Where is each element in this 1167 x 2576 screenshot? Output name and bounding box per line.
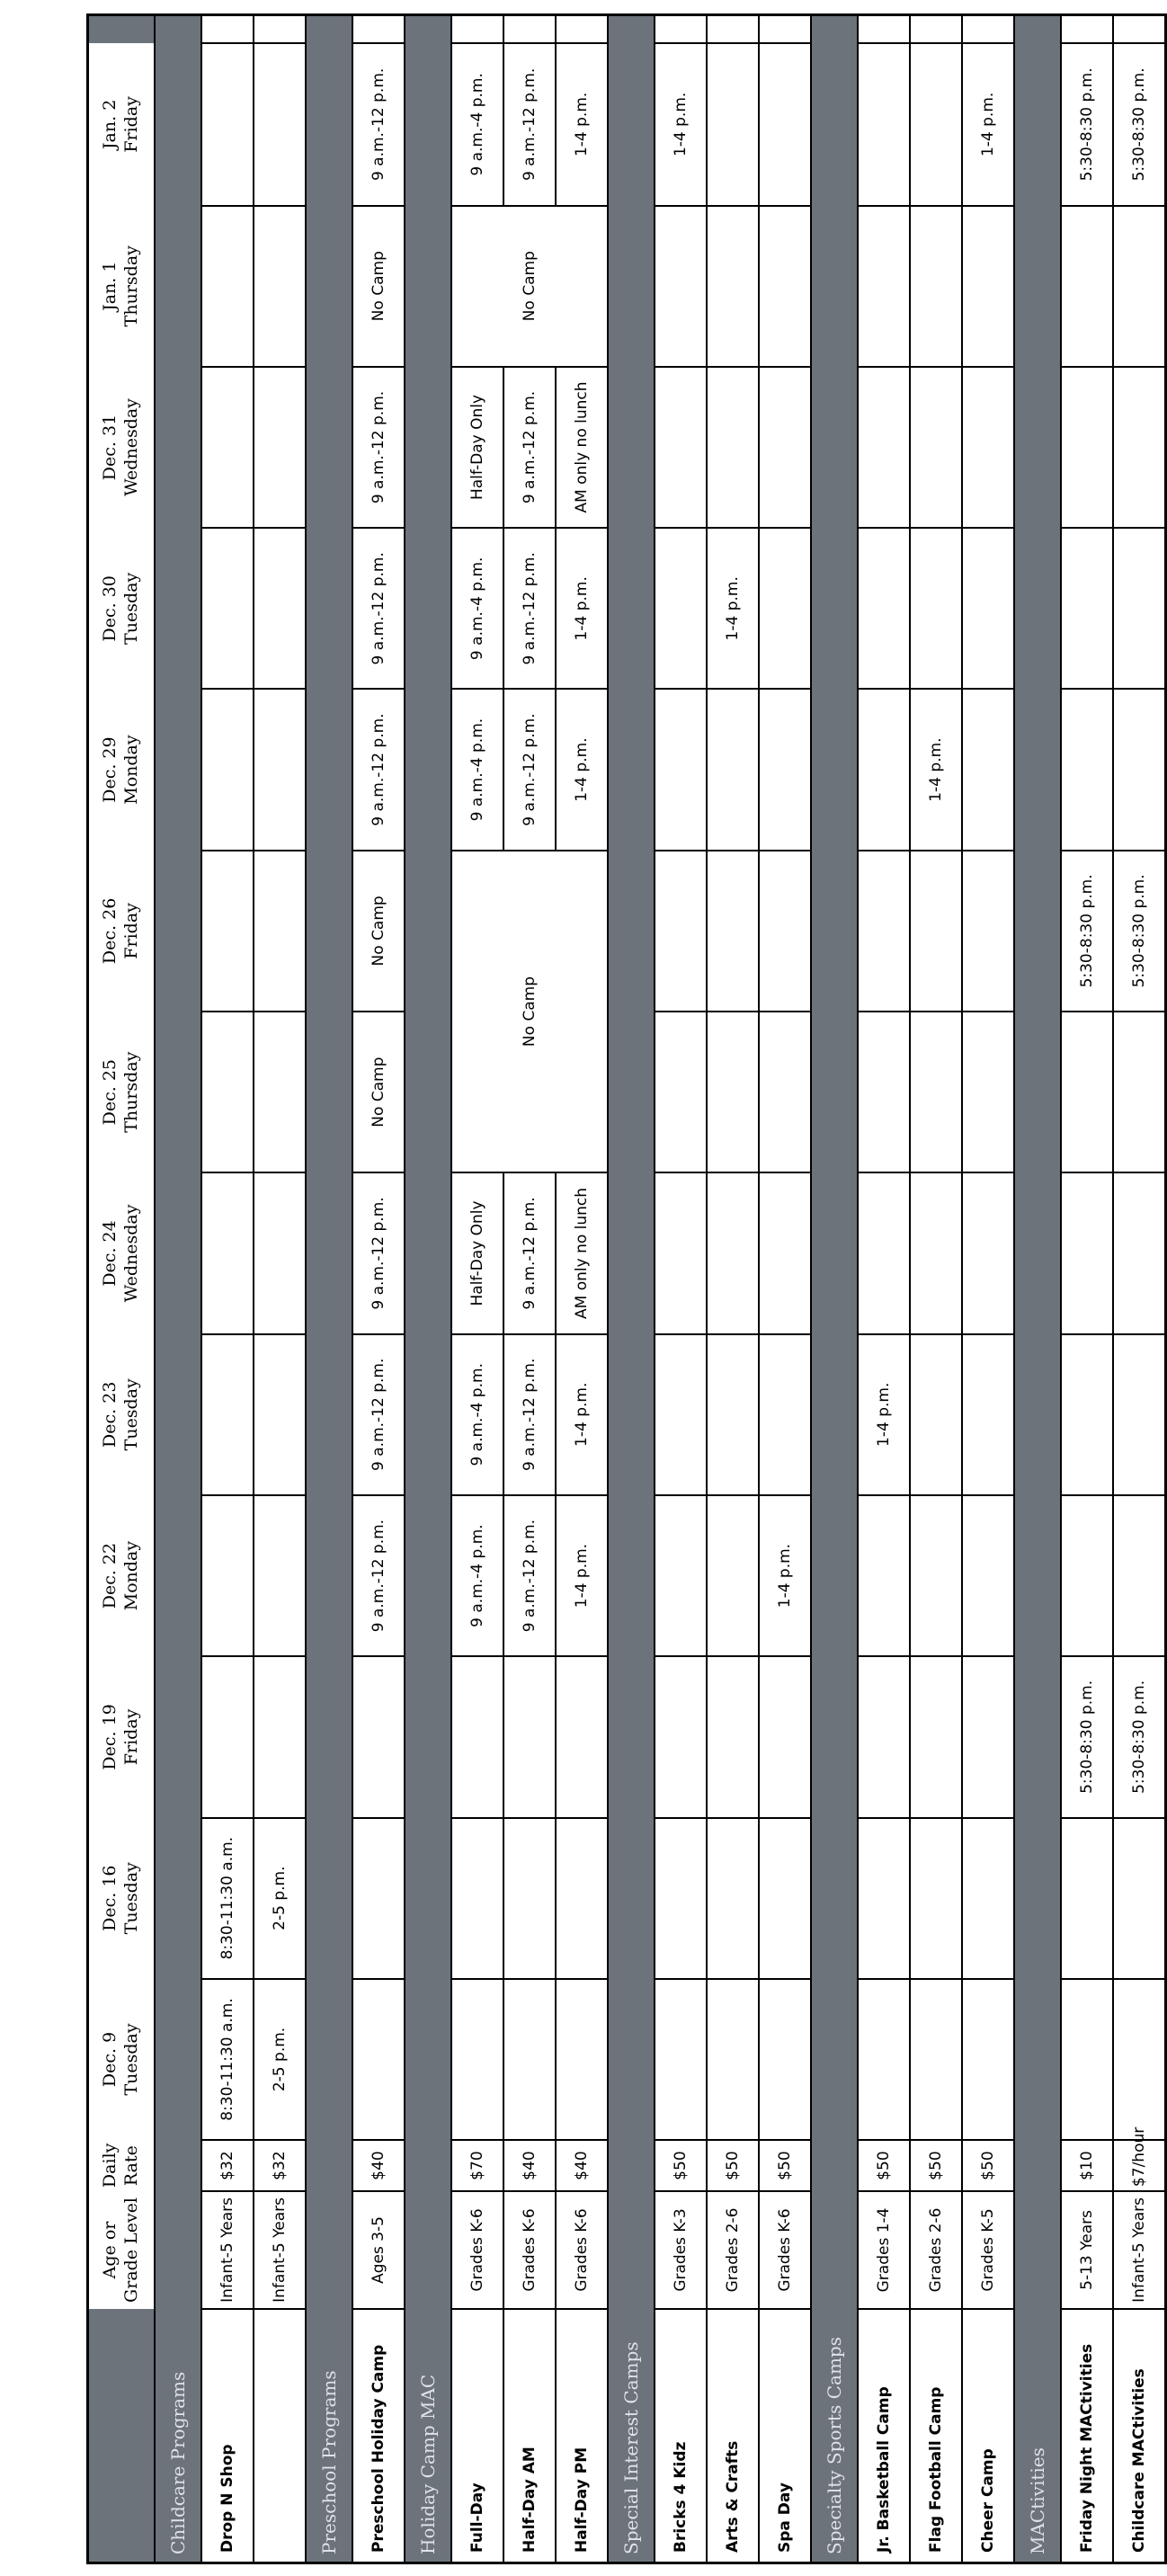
schedule-cell [655, 1172, 707, 1333]
section-header-row [405, 15, 451, 2563]
schedule-cell: 9 a.m.-12 p.m. [352, 367, 405, 528]
program-name: Arts & Crafts [707, 2309, 759, 2563]
schedule-cell [910, 1012, 962, 1172]
program-name: Jr. Basketball Camp [858, 2309, 910, 2563]
schedule-cell [655, 1979, 707, 2140]
schedule-cell [759, 367, 811, 528]
schedule-cell: 9 a.m.-12 p.m. [352, 1334, 405, 1495]
header-date: Dec. 16 Tuesday [88, 1818, 156, 1979]
schedule-cell [858, 1012, 910, 1172]
daily-rate-cell: $70 [451, 2140, 503, 2191]
schedule-cell [759, 1818, 811, 1979]
header-date: Jan. 2 Friday [88, 43, 156, 205]
schedule-cell [910, 367, 962, 528]
schedule-cell [556, 1979, 608, 2140]
spacer-cell [451, 15, 503, 44]
section-title: MACtivities [1014, 2309, 1061, 2563]
schedule-cell [1061, 1334, 1113, 1495]
schedule-cell [201, 1495, 254, 1656]
header-row [88, 15, 156, 2563]
schedule-cell [858, 367, 910, 528]
schedule-cell [858, 689, 910, 850]
schedule-cell [254, 367, 306, 528]
schedule-cell [201, 528, 254, 689]
spacer-cell [707, 15, 759, 44]
age-level-cell: Grades 1-4 [858, 2191, 910, 2309]
schedule-cell [962, 1818, 1014, 1979]
schedule-cell: 9 a.m.-4 p.m. [451, 689, 503, 850]
schedule-cell: 2-5 p.m. [254, 1979, 306, 2140]
schedule-cell: 9 a.m.-4 p.m. [451, 1495, 503, 1656]
daily-rate-cell: $50 [759, 2140, 811, 2191]
schedule-cell [1061, 689, 1113, 850]
schedule-cell [254, 206, 306, 367]
schedule-cell: 1-4 p.m. [759, 1495, 811, 1656]
table-row [352, 15, 405, 2563]
schedule-cell [759, 851, 811, 1012]
age-level-cell: Grades K-6 [759, 2191, 811, 2309]
daily-rate-cell: $40 [503, 2140, 556, 2191]
schedule-cell: 9 a.m.-12 p.m. [352, 1172, 405, 1333]
spacer-cell [910, 15, 962, 44]
schedule-cell [254, 1334, 306, 1495]
table-row [1113, 15, 1166, 2563]
schedule-cell [201, 689, 254, 850]
schedule-cell: 9 a.m.-4 p.m. [451, 43, 503, 205]
schedule-cell [1113, 206, 1166, 367]
schedule-cell [910, 1334, 962, 1495]
program-name: Flag Football Camp [910, 2309, 962, 2563]
section-header-row [811, 15, 858, 2563]
age-level-cell: Ages 3-5 [352, 2191, 405, 2309]
section-header-row [1014, 15, 1061, 2563]
schedule-cell [759, 1012, 811, 1172]
schedule-cell [451, 1818, 503, 1979]
schedule-cell [910, 43, 962, 205]
schedule-cell: 1-4 p.m. [858, 1334, 910, 1495]
schedule-cell [962, 1334, 1014, 1495]
schedule-cell [655, 367, 707, 528]
section-title: Specialty Sports Camps [811, 2309, 858, 2563]
program-name: Bricks 4 Kidz [655, 2309, 707, 2563]
schedule-cell [910, 1172, 962, 1333]
schedule-cell [1061, 1012, 1113, 1172]
header-date: Dec. 25 Thursday [88, 1012, 156, 1172]
schedule-cell [858, 1656, 910, 1817]
age-level-cell: Grades K-6 [451, 2191, 503, 2309]
schedule-cell [962, 689, 1014, 850]
no-camp-cell: No Camp [451, 206, 608, 367]
schedule-cell [962, 1979, 1014, 2140]
header-date: Dec. 29 Monday [88, 689, 156, 850]
schedule-cell [254, 1495, 306, 1656]
schedule-cell [254, 1656, 306, 1817]
header-date: Dec. 9 Tuesday [88, 1979, 156, 2140]
schedule-cell [352, 1656, 405, 1817]
schedule-cell: 9 a.m.-4 p.m. [451, 528, 503, 689]
schedule-cell [910, 1656, 962, 1817]
schedule-cell [707, 851, 759, 1012]
schedule-cell [254, 43, 306, 205]
schedule-cell [858, 528, 910, 689]
table-row [962, 15, 1014, 2563]
schedule-cell: 9 a.m.-12 p.m. [503, 1495, 556, 1656]
schedule-cell [655, 1818, 707, 1979]
age-level-cell: 5-13 Years [1061, 2191, 1113, 2309]
schedule-cell [707, 1334, 759, 1495]
daily-rate-cell: $50 [962, 2140, 1014, 2191]
schedule-cell: 5:30-8:30 p.m. [1113, 851, 1166, 1012]
daily-rate-cell: $50 [655, 2140, 707, 2191]
schedule-cell [1113, 1979, 1166, 2140]
spacer-cell [655, 15, 707, 44]
schedule-cell [1061, 1495, 1113, 1656]
schedule-cell [962, 1172, 1014, 1333]
schedule-cell [201, 851, 254, 1012]
schedule-cell [910, 851, 962, 1012]
schedule-cell [503, 1818, 556, 1979]
daily-rate-cell: $40 [352, 2140, 405, 2191]
spacer-cell [556, 15, 608, 44]
schedule-cell [910, 1495, 962, 1656]
schedule-cell [254, 1012, 306, 1172]
section-band [811, 15, 858, 2309]
schedule-cell [759, 1334, 811, 1495]
age-level-cell: Grades 2-6 [910, 2191, 962, 2309]
daily-rate-cell: $10 [1061, 2140, 1113, 2191]
header-date: Dec. 23 Tuesday [88, 1334, 156, 1495]
schedule-cell [1061, 528, 1113, 689]
schedule-cell [910, 528, 962, 689]
schedule-cell [759, 528, 811, 689]
age-level-cell: Grades K-5 [962, 2191, 1014, 2309]
schedule-cell: No Camp [352, 851, 405, 1012]
header-date: Jan. 1 Thursday [88, 206, 156, 367]
section-title: Childcare Programs [155, 2309, 201, 2563]
schedule-cell [962, 528, 1014, 689]
program-name: Preschool Holiday Camp [352, 2309, 405, 2563]
section-band [155, 15, 201, 2309]
schedule-cell [556, 1656, 608, 1817]
age-level-cell: Infant-5 Years [201, 2191, 254, 2309]
schedule-cell: 1-4 p.m. [655, 43, 707, 205]
daily-rate-cell: $50 [707, 2140, 759, 2191]
header-spacer [88, 15, 156, 44]
table-row [759, 15, 811, 2563]
schedule-cell [1061, 1818, 1113, 1979]
table-row [858, 15, 910, 2563]
schedule-cell [910, 1979, 962, 2140]
schedule-cell [655, 689, 707, 850]
schedule-cell: 9 a.m.-12 p.m. [352, 43, 405, 205]
schedule-cell [201, 1334, 254, 1495]
section-band [306, 15, 352, 2309]
schedule-cell [1061, 1172, 1113, 1333]
schedule-cell [759, 206, 811, 367]
schedule-cell: 1-4 p.m. [707, 528, 759, 689]
schedule-cell: 1-4 p.m. [556, 1495, 608, 1656]
schedule-cell [1113, 1334, 1166, 1495]
schedule-cell [1113, 1012, 1166, 1172]
schedule-cell [1113, 367, 1166, 528]
schedule-cell [201, 1656, 254, 1817]
schedule-cell: 9 a.m.-12 p.m. [503, 367, 556, 528]
table-row [707, 15, 759, 2563]
section-title: Special Interest Camps [608, 2309, 655, 2563]
schedule-cell: 2-5 p.m. [254, 1818, 306, 1979]
schedule-cell: 1-4 p.m. [556, 528, 608, 689]
schedule-cell [858, 206, 910, 367]
schedule-cell [655, 528, 707, 689]
table-row [201, 15, 254, 2563]
schedule-cell: Half-Day Only [451, 1172, 503, 1333]
header-corner [88, 2309, 156, 2563]
age-level-cell: Grades K-6 [503, 2191, 556, 2309]
section-header-row [155, 15, 201, 2563]
schedule-cell [707, 1656, 759, 1817]
program-name: Childcare MACtivities [1113, 2309, 1166, 2563]
schedule-cell: 8:30-11:30 a.m. [201, 1979, 254, 2140]
schedule-cell [1113, 1818, 1166, 1979]
section-header-row [608, 15, 655, 2563]
schedule-cell [655, 1012, 707, 1172]
schedule-cell [707, 1979, 759, 2140]
schedule-cell [962, 1656, 1014, 1817]
schedule-cell [707, 1172, 759, 1333]
daily-rate-cell: $32 [201, 2140, 254, 2191]
age-level-cell: Grades K-3 [655, 2191, 707, 2309]
schedule-cell [707, 689, 759, 850]
schedule-cell [962, 1495, 1014, 1656]
daily-rate-cell: $40 [556, 2140, 608, 2191]
section-band [405, 15, 451, 2309]
header-age: Age or Grade Level [88, 2191, 156, 2309]
age-level-cell: Infant-5 Years [1113, 2191, 1166, 2309]
schedule-cell [503, 1656, 556, 1817]
schedule-cell [655, 1656, 707, 1817]
header-date: Dec. 19 Friday [88, 1656, 156, 1817]
schedule-cell: Half-Day Only [451, 367, 503, 528]
schedule-cell [503, 1979, 556, 2140]
schedule-cell [254, 1172, 306, 1333]
schedule-cell [201, 1012, 254, 1172]
schedule-cell [201, 1172, 254, 1333]
holiday-schedule-table [86, 13, 1167, 2564]
table-row [451, 15, 503, 2563]
schedule-cell: No Camp [352, 206, 405, 367]
schedule-cell [858, 1979, 910, 2140]
schedule-cell [451, 1979, 503, 2140]
schedule-cell [707, 1012, 759, 1172]
schedule-cell: 5:30-8:30 p.m. [1061, 851, 1113, 1012]
schedule-cell [1113, 1495, 1166, 1656]
schedule-cell [556, 1818, 608, 1979]
schedule-cell [962, 206, 1014, 367]
schedule-cell [201, 43, 254, 205]
spacer-cell [1113, 15, 1166, 44]
schedule-cell [858, 851, 910, 1012]
schedule-cell [1061, 206, 1113, 367]
table-row [556, 15, 608, 2563]
schedule-cell [858, 1495, 910, 1656]
schedule-cell [858, 43, 910, 205]
daily-rate-cell: $50 [858, 2140, 910, 2191]
spacer-cell [1061, 15, 1113, 44]
section-title: Holiday Camp MAC [405, 2309, 451, 2563]
schedule-cell [352, 1818, 405, 1979]
age-level-cell: Grades K-6 [556, 2191, 608, 2309]
schedule-cell [707, 1818, 759, 1979]
schedule-cell [962, 1012, 1014, 1172]
header-date: Dec. 30 Tuesday [88, 528, 156, 689]
schedule-cell [759, 689, 811, 850]
spacer-cell [858, 15, 910, 44]
age-level-cell: Infant-5 Years [254, 2191, 306, 2309]
section-header-row [306, 15, 352, 2563]
schedule-cell [910, 206, 962, 367]
schedule-cell: 9 a.m.-12 p.m. [352, 1495, 405, 1656]
schedule-cell: 5:30-8:30 p.m. [1061, 43, 1113, 205]
schedule-cell [201, 367, 254, 528]
schedule-cell [655, 206, 707, 367]
schedule-cell [707, 1495, 759, 1656]
schedule-cell [1113, 689, 1166, 850]
section-title: Preschool Programs [306, 2309, 352, 2563]
schedule-cell: 1-4 p.m. [556, 1334, 608, 1495]
schedule-cell [254, 851, 306, 1012]
schedule-cell: 1-4 p.m. [556, 689, 608, 850]
schedule-cell [1113, 1172, 1166, 1333]
daily-rate-cell: $32 [254, 2140, 306, 2191]
section-band [608, 15, 655, 2309]
schedule-cell [707, 206, 759, 367]
schedule-cell: AM only no lunch [556, 367, 608, 528]
spacer-cell [962, 15, 1014, 44]
header-date: Dec. 26 Friday [88, 851, 156, 1012]
spacer-cell [503, 15, 556, 44]
schedule-cell [910, 1818, 962, 1979]
program-name: Spa Day [759, 2309, 811, 2563]
schedule-cell [1113, 528, 1166, 689]
schedule-cell [759, 1656, 811, 1817]
schedule-cell [707, 367, 759, 528]
spacer-cell [254, 15, 306, 44]
header-date: Dec. 22 Monday [88, 1495, 156, 1656]
schedule-cell [962, 851, 1014, 1012]
section-band [1014, 15, 1061, 2309]
schedule-cell [201, 206, 254, 367]
schedule-cell: 1-4 p.m. [556, 43, 608, 205]
schedule-cell [858, 1818, 910, 1979]
schedule-cell [655, 851, 707, 1012]
program-name: Friday Night MACtivities [1061, 2309, 1113, 2563]
schedule-cell [759, 1172, 811, 1333]
age-level-cell: Grades 2-6 [707, 2191, 759, 2309]
spacer-cell [759, 15, 811, 44]
schedule-cell [962, 367, 1014, 528]
schedule-cell: AM only no lunch [556, 1172, 608, 1333]
schedule-cell: 9 a.m.-12 p.m. [503, 1172, 556, 1333]
schedule-cell: 9 a.m.-12 p.m. [352, 528, 405, 689]
schedule-body [155, 15, 1166, 2563]
program-name: Cheer Camp [962, 2309, 1014, 2563]
schedule-cell [707, 43, 759, 205]
schedule-cell: 9 a.m.-12 p.m. [503, 689, 556, 850]
table-row [254, 15, 306, 2563]
spacer-cell [201, 15, 254, 44]
schedule-cell: 9 a.m.-12 p.m. [503, 1334, 556, 1495]
header-date: Dec. 31 Wednesday [88, 367, 156, 528]
no-camp-cell: No Camp [451, 851, 608, 1173]
schedule-cell: 9 a.m.-12 p.m. [503, 528, 556, 689]
schedule-cell [352, 1979, 405, 2140]
table-row [910, 15, 962, 2563]
schedule-cell [655, 1334, 707, 1495]
schedule-cell [759, 43, 811, 205]
spacer-cell [352, 15, 405, 44]
program-name: Half-Day PM [556, 2309, 608, 2563]
program-name [254, 2309, 306, 2563]
schedule-cell [1061, 1979, 1113, 2140]
schedule-cell: 1-4 p.m. [962, 43, 1014, 205]
schedule-cell [254, 528, 306, 689]
table-row [1061, 15, 1113, 2563]
schedule-cell: 9 a.m.-12 p.m. [503, 43, 556, 205]
schedule-cell: 5:30-8:30 p.m. [1061, 1656, 1113, 1817]
schedule-cell [759, 1979, 811, 2140]
schedule-cell: 1-4 p.m. [910, 689, 962, 850]
schedule-cell [655, 1495, 707, 1656]
daily-rate-cell: $7/hour [1113, 2140, 1166, 2191]
program-name: Drop N Shop [201, 2309, 254, 2563]
schedule-cell: 9 a.m.-4 p.m. [451, 1334, 503, 1495]
schedule-cell [858, 1172, 910, 1333]
daily-rate-cell: $50 [910, 2140, 962, 2191]
schedule-cell: No Camp [352, 1012, 405, 1172]
header-rate: Daily Rate [88, 2140, 156, 2191]
schedule-cell [451, 1656, 503, 1817]
schedule-cell: 8:30-11:30 a.m. [201, 1818, 254, 1979]
header-date: Dec. 24 Wednesday [88, 1172, 156, 1333]
schedule-cell: 5:30-8:30 p.m. [1113, 1656, 1166, 1817]
schedule-cell: 9 a.m.-12 p.m. [352, 689, 405, 850]
program-name: Full-Day [451, 2309, 503, 2563]
schedule-cell: 5:30-8:30 p.m. [1113, 43, 1166, 205]
program-name: Half-Day AM [503, 2309, 556, 2563]
table-row [655, 15, 707, 2563]
table-row [503, 15, 556, 2563]
schedule-cell [254, 689, 306, 850]
schedule-cell [1061, 367, 1113, 528]
